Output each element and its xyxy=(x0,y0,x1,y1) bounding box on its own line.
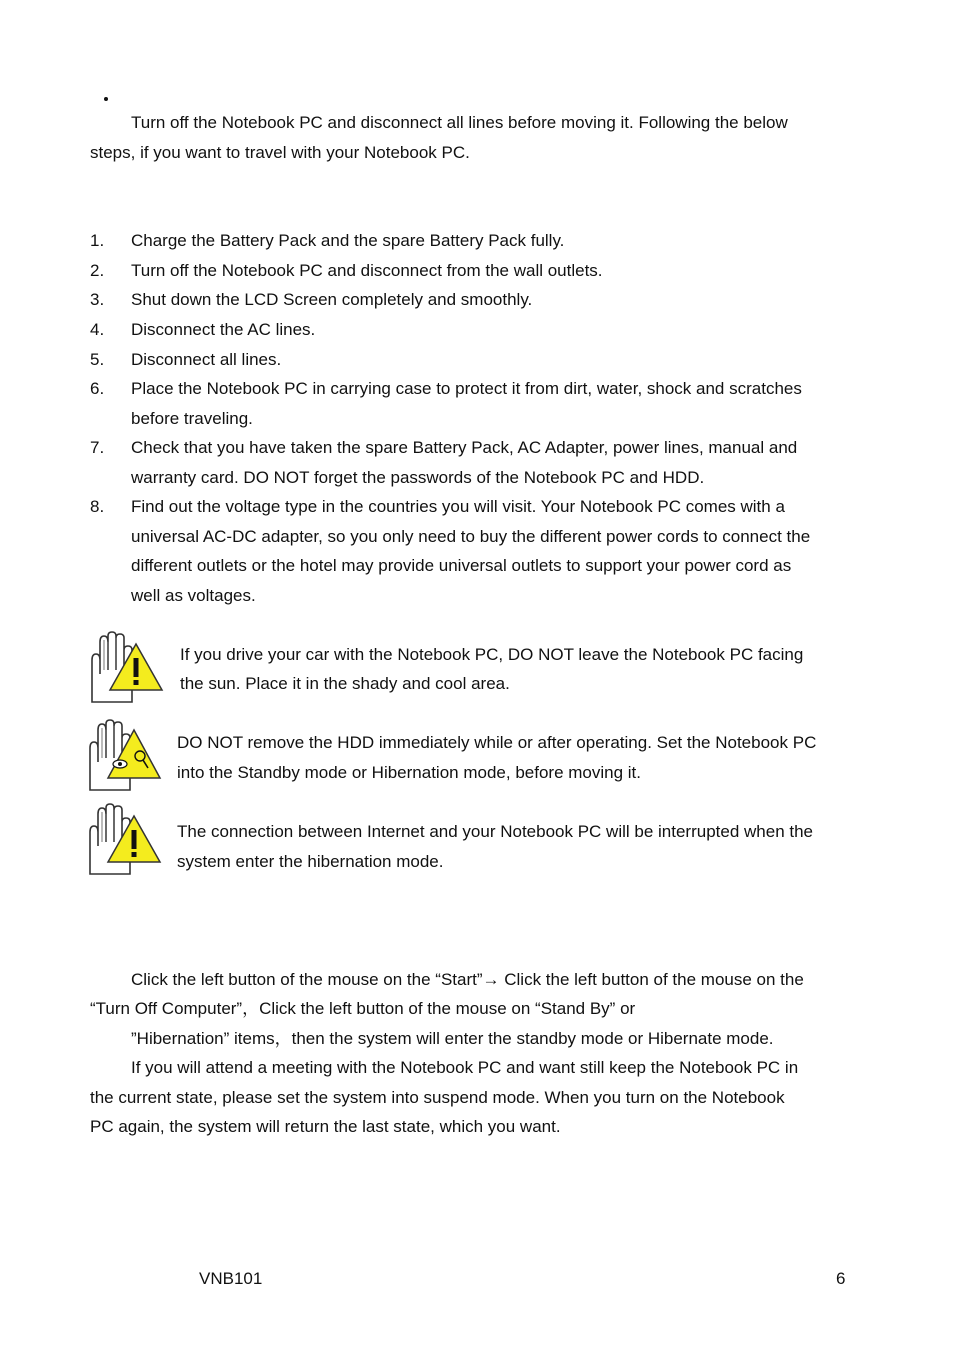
warning-hand-exclamation-icon xyxy=(86,630,164,704)
warning-hand-eye-icon xyxy=(84,718,162,792)
warning-text: system enter the hibernation mode. xyxy=(177,852,444,871)
step-text: Turn off the Notebook PC and disconnect from the wall outlets. xyxy=(131,261,603,280)
step-text: Shut down the LCD Screen completely and smoothly. xyxy=(131,290,533,309)
step-number: 3. xyxy=(90,290,105,309)
step-text: Disconnect all lines. xyxy=(131,350,282,369)
bullet-dot xyxy=(104,97,108,101)
standby-line-1: Click the left button of the mouse on the “Start”→ Click the left button of the mouse on the xyxy=(131,970,804,989)
standby-line-2: “Turn Off Computer”，Click the left button of the mouse on “Stand By” or xyxy=(90,999,636,1018)
step-text: Find out the voltage type in the countries you will visit. Your Notebook PC comes with a xyxy=(131,497,785,516)
warning-hand-exclamation-icon xyxy=(84,802,162,876)
suspend-line-1: If you will attend a meeting with the Notebook PC and want still keep the Notebook PC in xyxy=(131,1058,799,1077)
intro-line-1: Turn off the Notebook PC and disconnect all lines before moving it. Following the below xyxy=(131,113,788,132)
suspend-line-2: the current state, please set the system into suspend mode. When you turn on the Notebook xyxy=(90,1088,785,1107)
step-text-continued: universal AC-DC adapter, so you only need to buy the different power cords to connect the xyxy=(131,527,811,546)
step-text-continued: well as voltages. xyxy=(131,586,256,605)
step-number: 6. xyxy=(90,379,105,398)
step-text: Place the Notebook PC in carrying case to protect it from dirt, water, shock and scratches xyxy=(131,379,802,398)
warning-text: If you drive your car with the Notebook PC, DO NOT leave the Notebook PC facing xyxy=(180,645,804,664)
warning-text: The connection between Internet and your Notebook PC will be interrupted when the xyxy=(177,822,814,841)
step-number: 7. xyxy=(90,438,105,457)
step-number: 8. xyxy=(90,497,105,516)
warning-text: into the Standby mode or Hibernation mode, before moving it. xyxy=(177,763,641,782)
standby-line-3: ”Hibernation” items，then the system will enter the standby mode or Hibernate mode. xyxy=(131,1029,774,1048)
warning-text: the sun. Place it in the shady and cool area. xyxy=(180,674,510,693)
step-number: 5. xyxy=(90,350,105,369)
step-text-continued: warranty card. DO NOT forget the passwords of the Notebook PC and HDD. xyxy=(131,468,705,487)
step-number: 1. xyxy=(90,231,105,250)
step-number: 2. xyxy=(90,261,105,280)
suspend-line-3: PC again, the system will return the last state, which you want. xyxy=(90,1117,561,1136)
intro-line-2: steps, if you want to travel with your Notebook PC. xyxy=(90,143,470,162)
step-text-continued: before traveling. xyxy=(131,409,253,428)
page-number: 6 xyxy=(836,1269,846,1288)
step-text-continued: different outlets or the hotel may provide universal outlets to support your power cord as xyxy=(131,556,792,575)
step-text: Disconnect the AC lines. xyxy=(131,320,316,339)
step-number: 4. xyxy=(90,320,105,339)
footer-model: VNB101 xyxy=(199,1269,263,1288)
warning-text: DO NOT remove the HDD immediately while or after operating. Set the Notebook PC xyxy=(177,733,817,752)
step-text: Check that you have taken the spare Battery Pack, AC Adapter, power lines, manual and xyxy=(131,438,798,457)
step-text: Charge the Battery Pack and the spare Battery Pack fully. xyxy=(131,231,565,250)
